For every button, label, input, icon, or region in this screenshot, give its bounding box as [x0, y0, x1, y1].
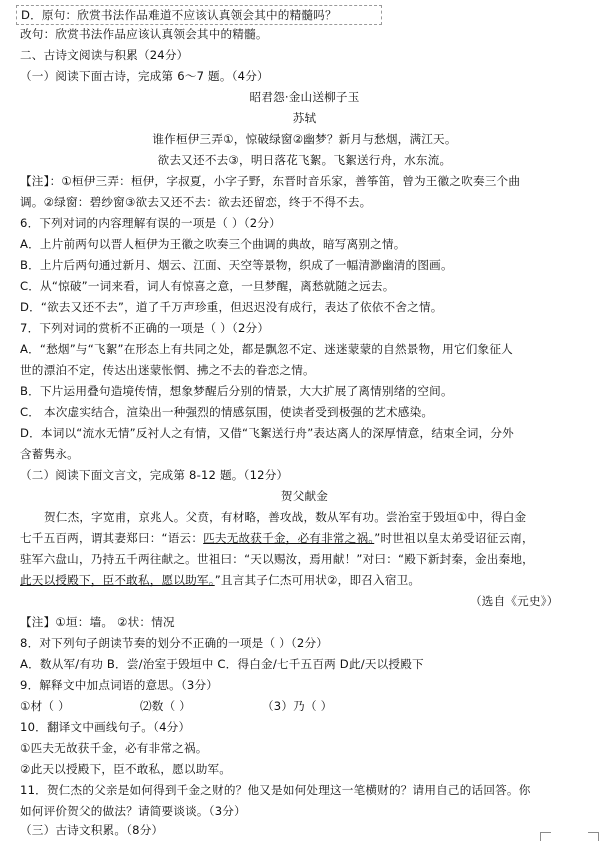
underlined-sentence-1: 匹夫无故获千金，必有非常之祸。: [203, 531, 375, 545]
question-7-option-a-line-1: A．“愁烟”与“飞絮”在形态上有共同之处，都是飘忽不定、迷迷蒙蒙的自然景物，用它们象征人: [20, 342, 513, 356]
prose-title: 贺父献金: [280, 489, 329, 503]
prose-source: （选自《元史》）: [470, 594, 559, 608]
section-heading-classical-reading: 二、古诗文阅读与积累（24分）: [20, 48, 189, 62]
underlined-sentence-2: 此天以授殿下，臣不敢私，愿以助军。: [20, 573, 215, 587]
question-11-line-2: 如何评价贺父的做法？请简要谈谈。（3分）: [20, 804, 246, 818]
question-7-option-c: C． 本次虚实结合，渲染出一种强烈的情感氛围，使读者受到极强的艺术感染。: [20, 405, 434, 419]
subsection-heading-poem: （一）阅读下面古诗，完成第 6～7 题。（4分）: [20, 69, 269, 83]
question-7-option-b: B．下片运用叠句造境传情，想象梦醒后分别的情景，大大扩展了离情别绪的空间。: [20, 384, 453, 398]
question-8: 8．对下列句子朗读节奏的划分不正确的一项是（ ）（2分）: [20, 636, 329, 650]
poem-notes-line-1: 【注】：①桓伊三弄：桓伊，字叔夏，小字子野，东晋时音乐家，善筝笛，曾为王徽之吹奏三个曲: [20, 174, 521, 188]
question-9-blank-2: ⑵数（ ）: [140, 699, 192, 713]
poem-line-2: 欲去又还不去③，明日落花飞絮。飞絮送行舟，水东流。: [157, 153, 452, 167]
question-6: 6．下列对词的内容理解有误的一项是（ ）（2分）: [20, 216, 281, 230]
poem-author: 苏轼: [292, 111, 317, 125]
question-6-option-d: D．“欲去又还不去”，道了千万声珍重，但迟迟没有成行，表达了依依不舍之情。: [20, 300, 443, 314]
poem-notes-line-2: 调。②绿窗：碧纱窗③欲去又还不去：欲去还留恋，终于不得不去。: [20, 195, 372, 209]
crop-mark: [540, 832, 551, 841]
subsection-heading-classical-prose: （二）阅读下面文言文，完成第 8-12 题。（12分）: [20, 468, 289, 482]
subsection-heading-accumulation: （三）古诗文积累。（8分）: [20, 823, 164, 837]
question-6-option-c: C．从“惊破”一词来看，词人有惊喜之意，一旦梦醒，离愁就随之远去。: [20, 279, 395, 293]
question-8-options: A．数从军/有功 B．尝/治室于毁垣中 C．得白金/七千五百两 D此/天以授殿下: [20, 657, 424, 671]
question-7-option-a-line-2: 世的漂泊不定，传达出迷蒙怅惘、拂之不去的眷恋之情。: [20, 363, 315, 377]
question-10-sentence-1: ①匹夫无故获千金，必有非常之祸。: [20, 741, 208, 755]
question-7-option-d-line-2: 含蓄隽永。: [20, 447, 79, 461]
prose-text: ”且言其子仁杰可用状②，即召入宿卫。: [214, 573, 421, 587]
poem-line-1: 谁作桓伊三弄①，惊破绿窗②幽梦？新月与愁烟，满江天。: [152, 132, 457, 146]
question-9-blank-3: （3）乃（ ）: [262, 699, 333, 713]
prose-paragraph-line-2: [20, 530, 534, 546]
question-6-option-b: B．上片后两句通过新月、烟云、江面、天空等景物，织成了一幅清渺幽清的图画。: [20, 258, 453, 272]
prose-text: ”时世祖以皇太弟受诏征云南，: [374, 531, 534, 545]
crop-mark: [588, 832, 599, 841]
question-7-option-d-line-1: D．本词以“流水无情”反衬人之有情，又借“飞絮送行舟”表达离人的深厚情意，结束全词，分外: [20, 426, 514, 440]
question-10: 10．翻译文中画线句子。（4分）: [20, 720, 191, 734]
prose-text: 七千五百两，谓其妻郑曰：“语云：: [20, 531, 204, 545]
prose-notes: 【注】①垣：墙。 ②状：情况: [20, 615, 175, 629]
question-11-line-1: 11．贺仁杰的父亲是如何得到千金之财的？他又是如何处理这一笔横财的？请用自己的话回答。你: [20, 783, 531, 797]
prose-paragraph-line-4: [20, 572, 420, 588]
question-9-blank-1: ①材（ ）: [20, 699, 70, 713]
prose-paragraph-line-1: 贺仁杰，字宽甫，京兆人。父贲，有材略，善攻战，数从军有功。尝治室于毁垣①中，得白金: [44, 510, 527, 524]
question-7: 7．下列对词的赏析不正确的一项是（ ）（2分）: [20, 321, 270, 335]
revised-sentence: 改句：欣赏书法作品应该认真领会其中的精髓。: [20, 27, 268, 41]
question-6-option-a: A．上片前两句以晋人桓伊为王徽之吹奏三个曲调的典故，暗写离别之情。: [20, 237, 406, 251]
question-10-sentence-2: ②此天以授殿下，臣不敢私，愿以助军。: [20, 762, 232, 776]
poem-title: 昭君怨·金山送柳子玉: [249, 90, 360, 104]
question-9: 9．解释文中加点词语的意思。（3分）: [20, 678, 219, 692]
option-d-original-sentence: D．原句：欣赏书法作品难道不应该认真领会其中的精髓吗？: [16, 5, 382, 25]
prose-paragraph-line-3: 驻军六盘山，乃持五千两往献之。世祖曰：“天以赐汝，焉用献！”对曰：“殿下新封秦，金出秦地，: [20, 552, 534, 566]
